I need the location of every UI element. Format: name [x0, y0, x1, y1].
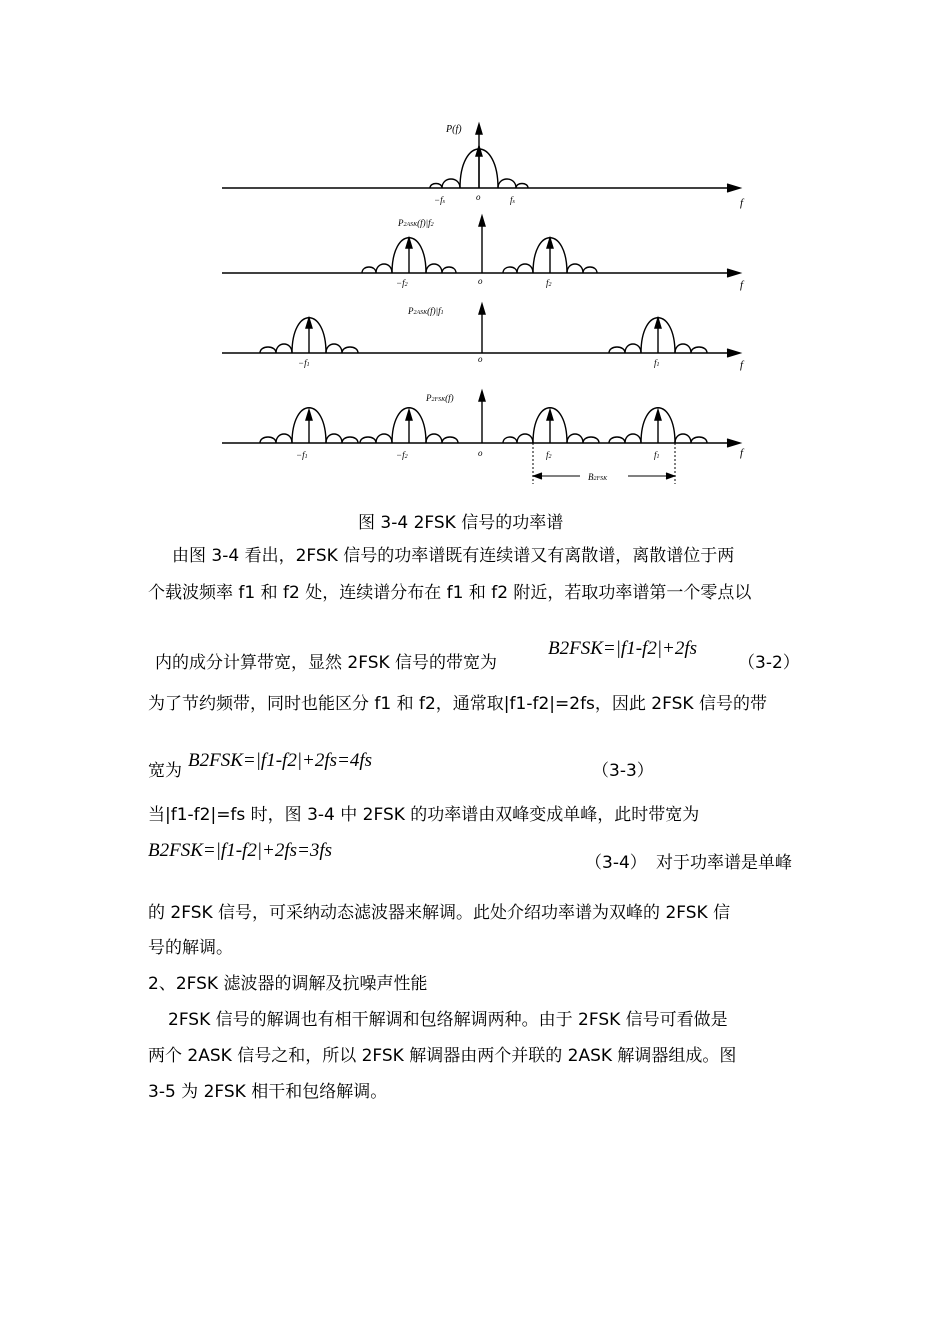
para3-line2: 的 2FSK 信号，可采纳动态滤波器来解调。此处介绍功率谱为双峰的 2FSK 信 [148, 903, 731, 923]
equation-3-4-text: B2FSK=|f1-f2|+2fs=3fs [148, 840, 333, 861]
svg-text:o: o [478, 276, 483, 286]
svg-text:f: f [740, 447, 744, 459]
equation-3-2-number: （3-2） [738, 653, 800, 673]
power-spectrum-figure [220, 118, 750, 490]
figure-caption: 图 3-4 2FSK 信号的功率谱 [358, 513, 564, 533]
equation-3-4-number: （3-4） [585, 853, 647, 873]
equation-3-4 [148, 840, 332, 862]
panel-2ask-f1-spectrum [222, 304, 745, 371]
svg-text:fs: fs [510, 195, 515, 205]
panel-baseband-spectrum [222, 124, 745, 209]
equation-3-3-text: B2FSK=|f1-f2|+2fs=4fs [188, 750, 373, 771]
svg-text:f: f [740, 279, 744, 291]
para4-line2: 两个 2ASK 信号之和，所以 2FSK 解调器由两个并联的 2ASK 解调器组成。图 [148, 1046, 737, 1066]
svg-text:o: o [478, 354, 483, 364]
svg-text:−f1: −f1 [296, 450, 308, 460]
section-heading: 2、2FSK 滤波器的调解及抗噪声性能 [148, 974, 428, 994]
para3-tail: 对于功率谱是单峰 [656, 853, 792, 873]
svg-text:−f2: −f2 [396, 450, 408, 460]
svg-text:o: o [478, 448, 483, 458]
panel-2ask-f2-spectrum [222, 216, 745, 291]
svg-text:−fs: −fs [434, 195, 445, 205]
svg-text:f2: f2 [546, 278, 552, 288]
svg-text:f1: f1 [654, 358, 660, 368]
para2-line1: 为了节约频带，同时也能区分 f1 和 f2，通常取|f1-f2|=2fs，因此 2FSK 信号的带 [148, 694, 767, 714]
svg-text:f1: f1 [654, 450, 660, 460]
svg-text:P2FSK(f): P2FSK(f) [426, 393, 454, 403]
svg-text:f: f [740, 359, 744, 371]
equation-3-3 [188, 750, 372, 772]
para4-line3: 3-5 为 2FSK 相干和包络解调。 [148, 1082, 388, 1102]
svg-text:−f1: −f1 [298, 358, 310, 368]
svg-text:f: f [740, 197, 744, 209]
para1-line3: 内的成分计算带宽，显然 2FSK 信号的带宽为 [155, 653, 498, 673]
ylabel-p1: P(f) [446, 124, 462, 135]
svg-text:o: o [476, 192, 481, 202]
equation-3-2-text: B2FSK=|f1-f2|+2fs [548, 638, 698, 659]
para1-line1: 由图 3-4 看出，2FSK 信号的功率谱既有连续谱又有离散谱，离散谱位于两 [172, 546, 735, 566]
svg-text:B2FSK: B2FSK [588, 472, 608, 482]
para4-line1: 2FSK 信号的解调也有相干解调和包络解调两种。由于 2FSK 信号可看做是 [168, 1010, 728, 1030]
svg-text:−f2: −f2 [396, 278, 408, 288]
svg-text:f2: f2 [546, 450, 552, 460]
panel-2fsk-spectrum [222, 391, 745, 484]
equation-3-3-number: （3-3） [592, 761, 654, 781]
equation-3-2 [548, 638, 697, 660]
para2-line2: 宽为 [148, 761, 182, 781]
para1-line2: 个载波频率 f1 和 f2 处，连续谱分布在 f1 和 f2 附近，若取功率谱第一个零点以 [148, 583, 752, 603]
para3-line1: 当|f1-f2|=fs 时，图 3-4 中 2FSK 的功率谱由双峰变成单峰，此时带宽为 [148, 805, 700, 825]
svg-text:P2ASK(f)|f2: P2ASK(f)|f2 [398, 218, 434, 228]
svg-text:P2ASK(f)|f1: P2ASK(f)|f1 [408, 306, 444, 316]
para3-line3: 号的解调。 [148, 938, 233, 958]
